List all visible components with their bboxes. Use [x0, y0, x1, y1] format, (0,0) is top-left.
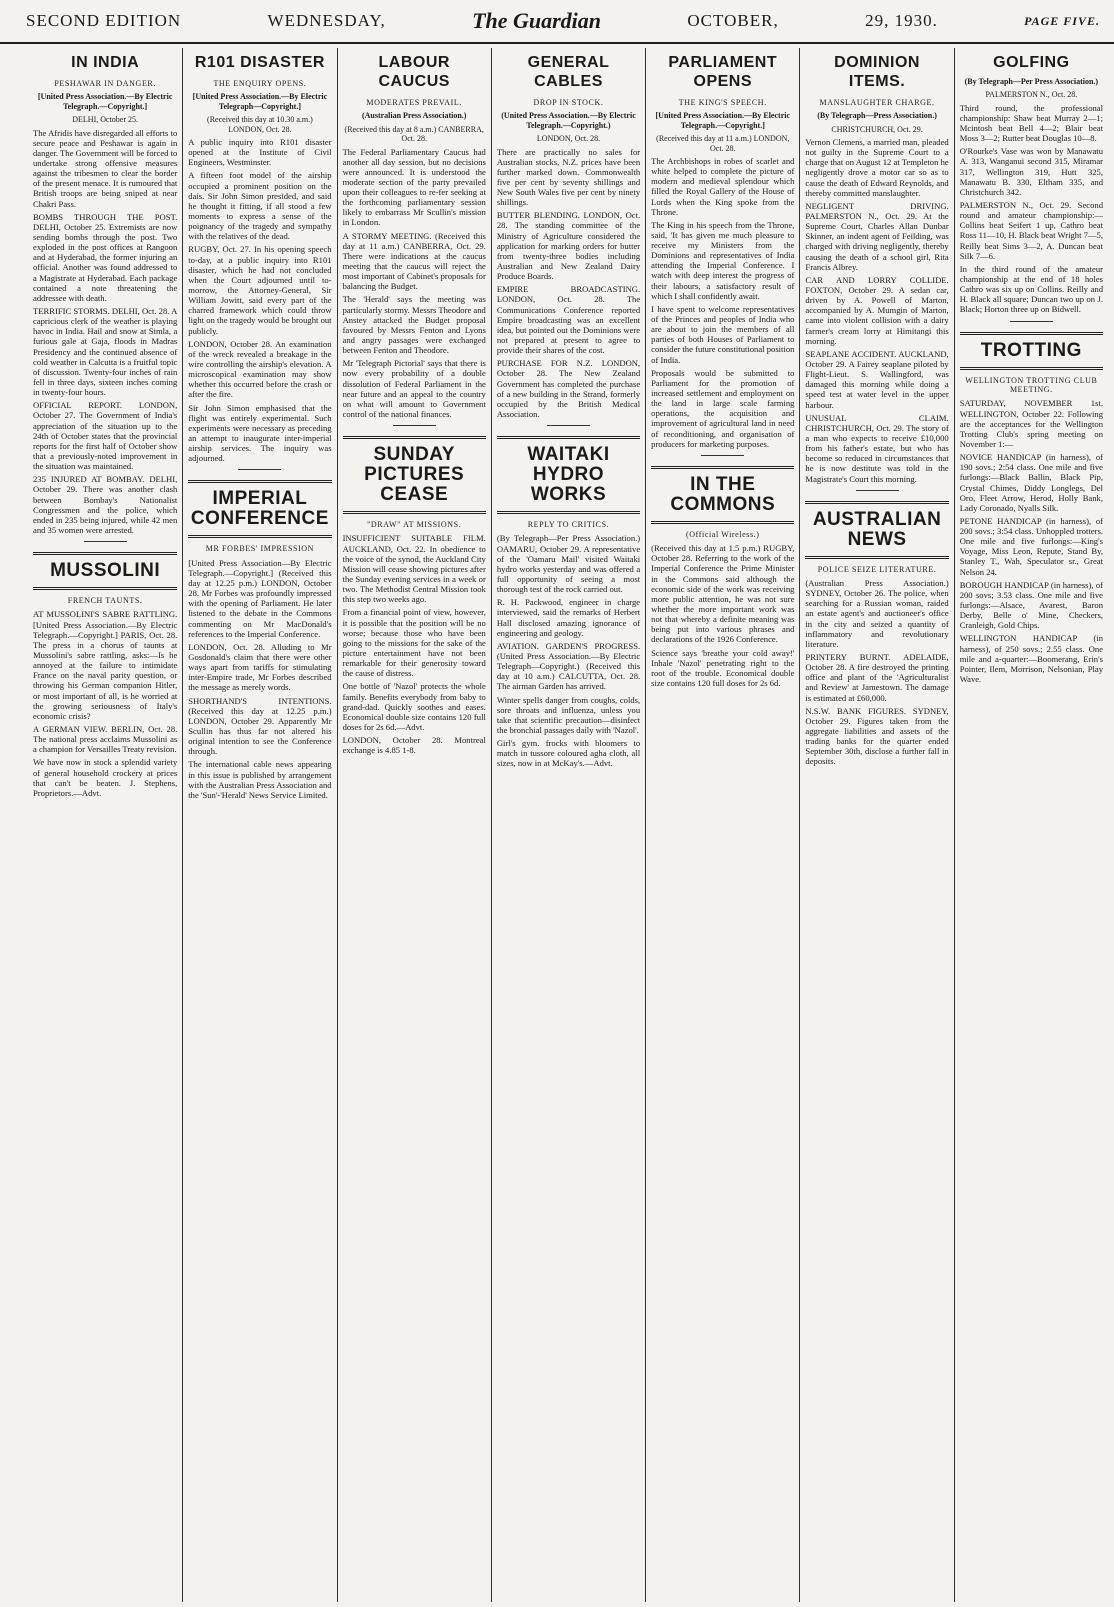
article-paragraph: Third round, the professional championship: Shaw beat Murray 2—1; Mcintosh beat Bell 4—2; Blair beat Moss 3—2; Rutter beat Douglas 10—8.	[959, 102, 1103, 144]
page-number: PAGE FIVE.	[1024, 13, 1100, 28]
article-paragraph: One bottle of 'Nazol' protects the whole family. Benefits everybody from baby to grand-dad. Quickly soothes and eases. Economical double size contains 120 full doses for 2s 6d.—Advt.	[342, 681, 486, 732]
news-column	[491, 48, 645, 1602]
article-headline: LABOUR CAUCUS	[378, 54, 450, 90]
article-paragraph: SATURDAY, NOVEMBER 1st. WELLINGTON, October 22. Following are the acceptances for the Wellington Trotting Club's spring meeting on November 1:—	[959, 398, 1103, 449]
news-column	[28, 48, 182, 1602]
article-subhead: THE KING'S SPEECH.	[678, 97, 767, 107]
article-source: (United Press Association.—By Electric Telegraph.—Copyright.)	[501, 111, 636, 130]
article-paragraph: In the third round of the amateur championship at the end of 18 holes Cathro was six up on Collins. Reilly and H. Black all square; Duncan two up on J. Black; Horton three up on Bidwell.	[959, 263, 1103, 315]
article-paragraph: The King in his speech from the Throne, said, 'It has given me much pleasure to receive my Ministers from the Dominions and representatives of India attending the Imperial Conference. I watch with deep interest the progress of their labours, a satisfactory result of which I shall confidently await.	[651, 219, 795, 301]
divider	[701, 455, 744, 456]
article-paragraph: The 'Herald' says the meeting was particularly stormy. Messrs Theodore and Anstey attacked the Budget proposal favoured by Messrs Fenton and Lyons and angry passages were exchanged between Fenton and Theodore.	[342, 294, 486, 356]
month-label: OCTOBER,	[687, 11, 779, 30]
article-dateline: DELHI, October 25.	[72, 115, 139, 125]
news-column	[799, 48, 953, 1602]
article-paragraph: CAR AND LORRY COLLIDE. FOXTON, October 29. A sedan car, driven by A. Powell of Marton, accompanied by A. Mumgin of Marton, came into violent collision with a dairy farmer's cream lorry at Himitangi this morning.	[805, 274, 949, 346]
article-paragraph: LONDON, October 28. Montreal exchange is 4.85 1-8.	[342, 735, 486, 756]
news-column	[645, 48, 799, 1602]
article-paragraph: TERRIFIC STORMS. DELHI, Oct. 28. A capricious clerk of the weather is playing havoc in India. Hail and snow at Simla, a furious gale at Gaja, floods in Madras Presidency and the continued absence of cold weather in Calcutta is a fruitful topic of discussion. Twenty-four inches of rain fell in three days, sixteen inches coming in twenty-four hours.	[33, 306, 178, 398]
article-paragraph: BOMBS THROUGH THE POST. DELHI, October 25. Extremists are now sending bombs through the post. Two exploded in the post offices at Rangoon and at Hyderabad, the former injuring an official. Another was found addressed to a Magistrate at Hyderabad. Each package contained a note threatening the addressee with death.	[33, 211, 178, 303]
article-subhead: THE ENQUIRY OPENS.	[213, 78, 307, 88]
masthead	[0, 0, 1114, 44]
article-paragraph: Science says 'breathe your cold away!' Inhale 'Nazol' penetrating right to the root of the trouble. Economical double size contains 120 full doses for 2s 6d.	[651, 647, 795, 689]
article-paragraph: O'Rourke's Vase was won by Manawatu A. 313, Wanganui second 315, Miramar 317, Wellington 319, Hutt 325, Manawatu B. 330, Eltham 335, and Christchurch 342.	[959, 146, 1103, 197]
article-paragraph: AT MUSSOLINI'S SABRE RATTLING. [United Press Association.—By Electric Telegraph.—Copyright.] PARIS, Oct. 28. The press in a chorus of taunts at Mussolini's sabre rattling, asks:—Is he annoyed at the failure to intimidate France on the naval parity question, or throwing his German companion Hitler, or most important of all, is he worried at the growing seriousness of Italy's economic crisis?	[33, 609, 178, 721]
article-paragraph: Girl's gym. frocks with bloomers to match in tussore coloured agha cloth, all sizes, now in at McKay's.—Advt.	[496, 738, 641, 769]
article-paragraph: (Australian Press Association.) SYDNEY, October 26. The police, when searching for a Russian woman, raided an estate agent's and auctioneer's office in the city and seized a quantity of inflammatory and revolutionary literature.	[805, 578, 949, 649]
article-paragraph: UNUSUAL CLAIM. CHRISTCHURCH, Oct. 29. The story of a man who expects to receive £10,000 from his father's estate, but who has become so reduced in circumstances that he is now destitute was told in the Magistrate's Court this morning.	[805, 412, 949, 484]
article-headline: R101 DISASTER	[194, 54, 325, 71]
article-source: (By Telegraph—Per Press Association.)	[964, 76, 1099, 86]
article-paragraph: R. H. Packwood, engineer in charge interviewed, said the remarks of Herbert Hall disclosed amazing ignorance of engineering and geology.	[496, 597, 641, 638]
article-paragraph: (By Telegraph—Per Press Association.) OAMARU, October 29. A representative of the 'Oamaru Mail' visited Waitaki hydro works yesterday and was offered a full opportunity of seeing a most thorough test of the rock carried out.	[496, 533, 641, 595]
article-paragraph: RUGBY, Oct. 27. In his opening speech to-day, at a public inquiry into R101 disaster, which he had not concluded when the Court adjourned until to-morrow, the Attorney-General, Sir William Jowitt, said every part of the charred framework which could throw light on the tragedy would be brought out publicly.	[188, 244, 332, 336]
article-headline: GENERAL CABLES	[527, 54, 610, 90]
article-subhead: MR FORBES' IMPRESSION	[205, 544, 315, 554]
article-paragraph: OFFICIAL REPORT. LONDON, October 27. The Government of India's appreciation of the situation up to the 24th of October states that the provincial reports for the first half of October show that a previously-noted improvement in the situation was maintained.	[33, 400, 178, 472]
article-paragraph: BOROUGH HANDICAP (in harness), of 200 sovs; 3.53 class. One mile and five furlongs:—Alsace, Avarest, Baron Derby, Belle o' Mine, Checkers, Cranleigh, Gold Chips.	[959, 579, 1103, 631]
article-subhead: MODERATES PREVAIL.	[366, 97, 462, 107]
article-paragraph: SHORTHAND'S INTENTIONS. (Received this day at 12.25 p.m.) LONDON, October 29. Apparently Mr Scullin has thus far not altered his original intention to see the Conference through.	[188, 695, 332, 757]
article-headline: IN INDIA	[71, 54, 140, 71]
article-paragraph: Vernon Clemens, a married man, pleaded not guilty in the Supreme Court to a charge that on August 12 at Templeton he negligently drove a motor car so as to cause the death of Edward Reynolds, and thereby committed manslaughter.	[805, 137, 949, 198]
article-subhead: (Official Wireless.)	[685, 529, 760, 539]
article-headline: DOMINION ITEMS.	[834, 54, 920, 90]
article-paragraph: There are practically no sales for Australian stocks, N.Z. prices have been further marked down. Commonwealth five per cent by seventy shillings and New South Wales five per cent by ninety shillings.	[496, 146, 641, 208]
article-subhead: DROP IN STOCK.	[533, 97, 604, 107]
article-paragraph: PALMERSTON N., Oct. 29. Second round and amateur championship:—Collins beat Seifert 1 up, Cathro beat Ross 11—10, H. Black beat Wright 7—5, Reilly beat Sims 3—2, A. Duncan beat Silk 7—6.	[959, 200, 1103, 261]
article-paragraph: PETONE HANDICAP (in harness), of 200 sovs.; 3:54 class. Unhoppled trotters. One mile and five furlongs:—King's Voyage, Miss Leon, Repute, Stand By, Stanley T., Wah, Speculator sr., Great Nelson 24.	[959, 515, 1103, 577]
article-paragraph: INSUFFICIENT SUITABLE FILM. AUCKLAND, Oct. 22. In obedience to the voice of the synod, the Auckland City Mission will cease showing pictures after the Sunday evening services in a week or two. The Methodist Central Mission took this step two weeks ago.	[342, 533, 486, 605]
article-paragraph: [United Press Association—By Electric Telegraph.—Copyright.] (Received this day at 12.25 p.m.) LONDON, October 28. Mr Forbes was profoundly impressed with the opening of Parliament. He later listened to the debate in the Commons commenting on Mr MacDonald's references to the Imperial Conference.	[188, 557, 332, 639]
article-subhead: REPLY TO CRITICS.	[527, 519, 610, 529]
article-subhead: "DRAW" AT MISSIONS.	[367, 519, 462, 529]
article-paragraph: Sir John Simon emphasised that the flight was entirely experimental. Such experiments were necessary as preceding an attempt to inaugurate inter-imperial airship services. The inquiry was adjourned.	[188, 402, 332, 464]
day-label: WEDNESDAY,	[267, 11, 386, 30]
article-paragraph: LONDON, Oct. 28. Alluding to Mr Gosdonald's claim that there were other ways apart from tariffs for stimulating inter-Empire trade, Mr Forbes described the message as merely words.	[188, 641, 332, 693]
article-paragraph: NEGLIGENT DRIVING. PALMERSTON N., Oct. 29. At the Supreme Court, Charles Allan Dunbar Skinner, an indent agent of Feilding, was charged with driving negligently, thereby causing the death of a school girl, Rita Francis Albrey.	[805, 200, 949, 272]
article-paragraph: EMPIRE BROADCASTING. LONDON, Oct. 28. The Communications Conference reported Empire broadcasting was an excellent idea, but pointed out the Dominions were not prepared at present to agree to provide their shares of the cost.	[496, 284, 641, 356]
article-paragraph: Mr 'Telegraph Pictorial' says that there is now every probability of a double dissolution of Federal Parliament in the near future and an appeal to the country on what will amount to Government control of the national finances.	[342, 358, 486, 420]
divider	[238, 469, 281, 470]
article-paragraph: We have now in stock a splendid variety of general household crockery at prices that can't be beaten. J. Stephens, Proprietors.—Advt.	[33, 757, 178, 798]
article-headline: TROTTING	[960, 332, 1103, 370]
edition-label: SECOND EDITION	[26, 11, 182, 30]
article-subhead: PESHAWAR IN DANGER.	[54, 78, 156, 88]
article-paragraph: The Afridis have disregarded all efforts to secure peace and Peshawar is again in danger. The Government will be forced to undertake strong offensive measures against the tribesmen to clear the border of the present menace. It is rumoured that British troops are being sniped at near Chakri Pass.	[33, 127, 178, 209]
divider	[1010, 321, 1053, 322]
article-paragraph: Proposals would be submitted to Parliament for the promotion of increased settlement and employment on the land in large scale farming operations, the acquisition and improvement of agricultural land in need of reconditioning, and organisation of producers for marketing purposes.	[651, 367, 795, 449]
article-source: (Australian Press Association.)	[361, 111, 467, 121]
article-headline: MUSSOLINI	[33, 552, 177, 590]
divider	[84, 541, 127, 542]
article-subhead: POLICE SEIZE LITERATURE.	[817, 564, 937, 574]
article-headline: IN THE COMMONS	[651, 466, 794, 524]
article-paragraph: A GERMAN VIEW. BERLIN, Oct. 28. The national press acclaims Mussolini as a champion for Versailles Treaty revision.	[33, 724, 178, 755]
article-paragraph: The Federal Parliamentary Caucus had another all day session, but no decisions were announced. It is understood the moderate section of the party prevailed upon their colleagues to re-fer seeking at the forthcoming parliamentary session likely to embarrass Mr Scullin's mission in London.	[342, 146, 486, 228]
article-paragraph: From a financial point of view, however, it is possible that the position will be no worse; because those who have been going to the missions for the sake of the picture entertainment have not been remarkable for their generosity toward the cause of distress.	[342, 607, 486, 679]
article-paragraph: Winter spells danger from coughs, colds, sore throats and influenza, unless you take that scientific precaution—disinfect the bronchial passages daily with 'Nazol'.	[496, 694, 641, 735]
article-paragraph: PURCHASE FOR N.Z. LONDON, October 28. The New Zealand Government has completed the purchase of a new building in the Strand, formerly occupied by the British Medical Association.	[496, 358, 641, 420]
article-paragraph: NOVICE HANDICAP (in harness), of 190 sovs.; 2:54 class. One mile and five furlongs:—Black Ballin, Black Pip, Crystal Chimes, Diddy Longlegs, Del Oro, Fleet Arrow, Herod, Holly Bank, Lady Coronado, Nyalls Silk.	[959, 452, 1103, 513]
article-paragraph: AVIATION. GARDEN'S PROGRESS. (United Press Association.—By Electric Telegraph—Copyright.) (Received this day at 10 a.m.) CALCUTTA, Oct. 28. The airman Garden has arrived.	[496, 640, 641, 692]
article-headline: PARLIAMENT OPENS	[668, 54, 778, 90]
divider	[393, 425, 436, 426]
article-subhead: WELLINGTON TROTTING CLUB MEETING.	[965, 375, 1098, 394]
article-dateline: (Received this day at 11 a.m.) LONDON, Oct. 28.	[656, 134, 790, 153]
divider	[856, 490, 899, 491]
article-paragraph: PRINTERY BURNT. ADELAIDE, October 28. A fire destroyed the printing office and plant of the 'Agriculturalist and Review' at Jamestown. The damage is estimated at £60,000.	[805, 652, 949, 703]
divider	[547, 425, 590, 426]
article-headline: SUNDAY PICTURES CEASE	[343, 436, 486, 514]
article-paragraph: The international cable news appearing in this issue is published by arrangement with the Australian Press Association and the 'Sun'-'Herald' News Service Limited.	[188, 759, 332, 800]
newspaper-columns	[28, 48, 1108, 1602]
article-dateline: PALMERSTON N., Oct. 28.	[985, 90, 1078, 100]
article-paragraph: LONDON, October 28. An examination of the wreck revealed a breakage in the wire controlling the airship's elevation. A microscopical examination may show whether this occurred before the crash or after the fire.	[188, 338, 332, 400]
article-paragraph: (Received this day at 1.5 p.m.) RUGBY, October 28. Referring to the work of the Imperial Conference the Prime Minister in the Commons said although the economic side of the work was receiving more public attention, he was not sure whether the more important work was not that whereby a definite meaning was being put into various phrases and declarations of the 1926 Conference.	[651, 543, 795, 645]
article-paragraph: SEAPLANE ACCIDENT. AUCKLAND, October 29. A Fairey seaplane piloted by Flight-Lieut. S. Wallingford, was damaged this morning while doing a speed test at water level in the upper harbour.	[805, 348, 949, 410]
news-column	[337, 48, 491, 1602]
article-headline: WAITAKI HYDRO WORKS	[497, 436, 640, 514]
article-subhead: FRENCH TAUNTS.	[67, 596, 143, 606]
article-paragraph: BUTTER BLENDING. LONDON, Oct. 28. The standing committee of the Ministry of Agriculture considered the application for marking orders for butter from twenty-three bodies including Australian and New Zealand Dairy Produce Boards.	[496, 210, 641, 282]
article-source: [United Press Association.—By Electric Telegraph.—Copyright.]	[655, 111, 791, 130]
article-paragraph: A public inquiry into R101 disaster opened at the Institute of Civil Engineers, Westminster.	[188, 137, 332, 168]
article-subhead: MANSLAUGHTER CHARGE.	[819, 97, 935, 107]
article-dateline: CHRISTCHURCH, Oct. 29.	[831, 124, 923, 134]
article-paragraph: I have spent to welcome representatives of the Princes and peoples of India who are about to join the members of all parties of both Houses of Parliament to consider the future constitutional position of India.	[651, 303, 795, 365]
article-paragraph: 235 INJURED AT BOMBAY. DELHI, October 29. There was another clash between Bombay's Nationalist Congressmen and the police, which ended in 235 being injured, while 42 men and 35 women were arrested.	[33, 474, 178, 535]
date-label: 29, 1930.	[865, 11, 938, 30]
article-headline: GOLFING	[993, 54, 1070, 71]
article-headline: AUSTRALIAN NEWS	[805, 501, 948, 559]
paper-title: The Guardian	[472, 8, 602, 33]
article-source: [United Press Association.—By Electric Telegraph.—Copyright.]	[37, 92, 173, 111]
article-paragraph: The Archbishops in robes of scarlet and white helped to complete the picture of modern and medieval splendour which filled the Royal Gallery of the House of Lords when the King spoke from the Throne.	[651, 155, 795, 217]
article-paragraph: A STORMY MEETING. (Received this day at 11 a.m.) CANBERRA, Oct. 29. There were indications at the caucus meeting that the caucus will reject the most important of Cabinet's proposals for balancing the Budget.	[342, 230, 486, 292]
news-column	[182, 48, 336, 1602]
article-dateline: (Received this day at 10.30 a.m.) LONDON, Oct. 28.	[207, 115, 313, 134]
article-paragraph: N.S.W. BANK FIGURES. SYDNEY, October 29. Figures taken from the aggregate liabilities and assets of the trading banks for the quarter ended September 30th, disclose a further fall in deposits.	[805, 705, 949, 767]
article-source: [United Press Association.—By Electric Telegraph—Copyright.]	[192, 92, 328, 111]
article-source: (By Telegraph—Press Association.)	[817, 111, 937, 121]
article-dateline: LONDON, Oct. 28.	[536, 134, 601, 144]
article-paragraph: WELLINGTON HANDICAP (in harness), of 250 sovs.; 2.55 class. One mile and a-quarter:—Boomerang, Erin's Pointer, Ilem, Morrison, Nelsonian, Play Wave.	[959, 633, 1103, 685]
article-dateline: (Received this day at 8 a.m.) CANBERRA, Oct. 28.	[344, 124, 484, 144]
article-headline: IMPERIAL CONFERENCE	[188, 480, 331, 538]
news-column	[954, 48, 1108, 1602]
article-paragraph: A fifteen foot model of the airship occupied a prominent position on the dais. Sir John Simon presided, and said he thought it fitting, if all stood a few moments to express a sense of the poignancy of the tragedy and sympathy with the relatives of the dead.	[188, 170, 332, 242]
